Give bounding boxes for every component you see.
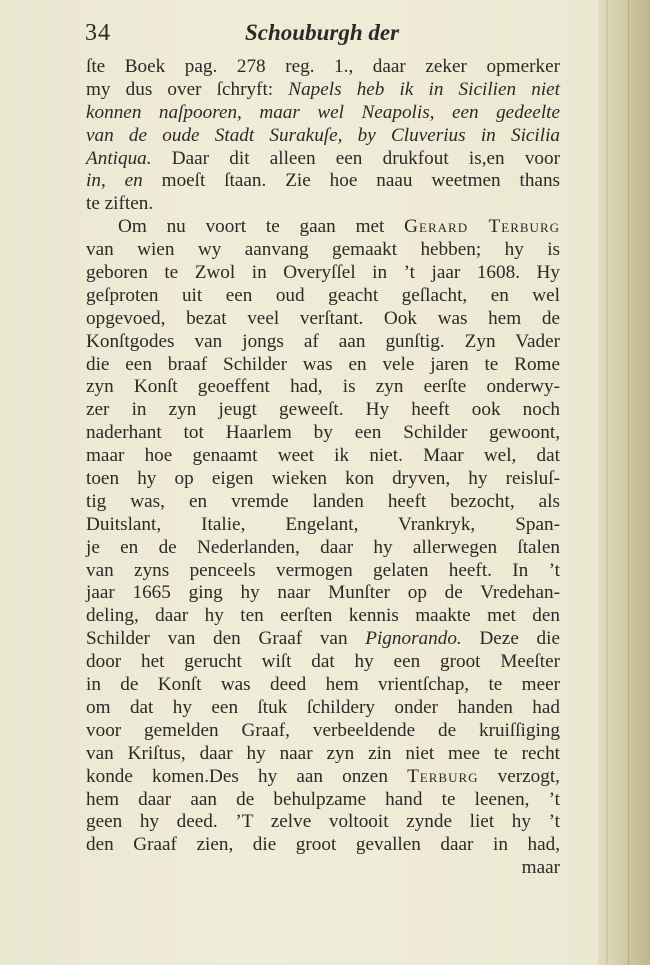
text-segment: zyn Konſt geoeffent had, is zyn eerſte onderwy- [86, 376, 560, 398]
text-segment: Om nu voort te gaan met [118, 216, 405, 238]
text-segment: Konſtgodes van jongs af aan gunſtig. Zyn Vader [86, 330, 560, 352]
text-segment: die een braaf Schilder was en vele jaren te Rome [86, 353, 560, 375]
text-line [86, 262, 560, 285]
text-segment: om dat hy een ſtuk ſchildery onder handen had [86, 696, 560, 718]
text-segment: van zyns penceels vermogen gelaten heeft. In ’t [86, 559, 560, 581]
text-line [86, 468, 560, 491]
text-segment: van Kriſtus, daar hy naar zyn zin niet mee te recht [86, 742, 560, 764]
text-segment: hem daar aan de behulpzame hand te leenen, ’t [86, 788, 560, 810]
text-line [86, 514, 560, 537]
text-line [86, 766, 560, 789]
text-segment: door het gerucht wiſt dat hy een groot Meeſter [86, 651, 560, 673]
italic-text: en [124, 170, 143, 192]
page-number: 34 [85, 20, 111, 46]
italic-text: Antiqua. [86, 147, 152, 169]
text-segment: moeſt ſtaan. Zie hoe naau weetmen thans [142, 170, 561, 192]
text-line [86, 125, 560, 148]
italic-text: van de oude Stadt Surakuſe, by Cluverius in Sicilia [86, 124, 560, 146]
text-line [86, 102, 560, 125]
text-line [86, 376, 560, 399]
text-segment: verzogt, [478, 765, 560, 787]
text-segment: zer in zyn jeugt geweeſt. Hy heeft ook noch [86, 399, 560, 421]
text-segment: my dus over ſchryft: [86, 78, 289, 100]
text-line [86, 697, 560, 720]
text-segment: geen hy deed. ’T zelve voltooit zynde liet hy ’t [86, 811, 560, 833]
text-line [86, 79, 560, 102]
text-segment: voor gemelden Graaf, verbeeldende de kruiſſiging [86, 719, 560, 741]
italic-text: konnen naſpooren, maar wel Neapolis, een gedeelte [86, 101, 560, 123]
text-segment: toen hy op eigen wieken kon dryven, hy reisluſ- [86, 468, 560, 490]
text-line [86, 743, 560, 766]
text-segment: maar [521, 857, 560, 879]
text-segment: konde komen.Des hy aan onzen [86, 765, 408, 787]
text-segment: je en de Nederlanden, daar hy allerwegen ſtalen [86, 536, 560, 558]
text-segment: maar hoe genaamt weet ik niet. Maar wel, dat [86, 445, 560, 467]
text-line [86, 285, 560, 308]
text-line [86, 422, 560, 445]
text-segment: jaar 1665 ging hy naar Munſter op de Vredehan- [86, 582, 560, 604]
text-line [86, 834, 560, 857]
text-line [86, 811, 560, 834]
text-segment: van wien wy aanvang gemaakt hebben; hy is [86, 239, 560, 261]
text-segment: deling, daar hy ten eerſten kennis maakte met den [86, 605, 560, 627]
text-segment: in de Konſt was deed hem vrientſchap, te meer [86, 674, 560, 696]
text-line [86, 399, 560, 422]
text-line [86, 216, 560, 239]
text-line [86, 651, 560, 674]
text-segment: geſproten uit een oud geacht geſlacht, en wel [86, 284, 560, 306]
italic-text: Napels heb ik in Sicilien niet [288, 78, 560, 100]
text-line [86, 674, 560, 697]
page-header [85, 20, 565, 52]
text-line [86, 491, 560, 514]
catchword [86, 857, 560, 880]
text-line [86, 537, 560, 560]
body-text [86, 56, 560, 880]
italic-text: in [86, 170, 101, 192]
text-line [86, 720, 560, 743]
text-segment: ſte Boek pag. 278 reg. 1., daar zeker opmerker [86, 56, 560, 77]
running-head: Schouburgh der [245, 20, 400, 45]
text-segment: Daar dit alleen een drukfout is,en voor [151, 147, 560, 169]
text-segment: naderhant tot Haarlem by een Schilder gewoont, [86, 422, 560, 444]
text-segment: den Graaf zien, die groot gevallen daar in had, [86, 834, 560, 856]
text-segment: geboren te Zwol in Overyſſel in ’t jaar 1608. Hy [86, 262, 560, 284]
text-line [86, 148, 560, 171]
text-segment: , [100, 170, 125, 192]
text-line [86, 354, 560, 377]
text-segment: te ziften. [86, 193, 154, 215]
text-line [86, 789, 560, 812]
text-line [86, 560, 560, 583]
text-line [86, 582, 560, 605]
small-caps-name: Gerard Terburg [404, 216, 560, 238]
text-line [86, 308, 560, 331]
text-line [86, 628, 560, 651]
text-segment: Deze die [461, 628, 560, 650]
text-segment: tig was, en vremde landen heeft bezocht, als [86, 490, 560, 512]
small-caps-name: Terburg [407, 765, 479, 787]
text-segment: Duitslant, Italie, Engelant, Vrankryk, Span- [86, 513, 560, 535]
italic-text: Pignorando. [365, 628, 462, 650]
text-segment: Schilder van den Graaf van [86, 628, 366, 650]
text-segment: opgevoed, bezat veel verſtant. Ook was hem de [86, 307, 560, 329]
text-line [86, 331, 560, 354]
text-line [86, 239, 560, 262]
text-line [86, 605, 560, 628]
text-line [86, 56, 560, 79]
text-line [86, 445, 560, 468]
text-line [86, 193, 560, 216]
text-line [86, 170, 560, 193]
page-edge [598, 0, 650, 965]
